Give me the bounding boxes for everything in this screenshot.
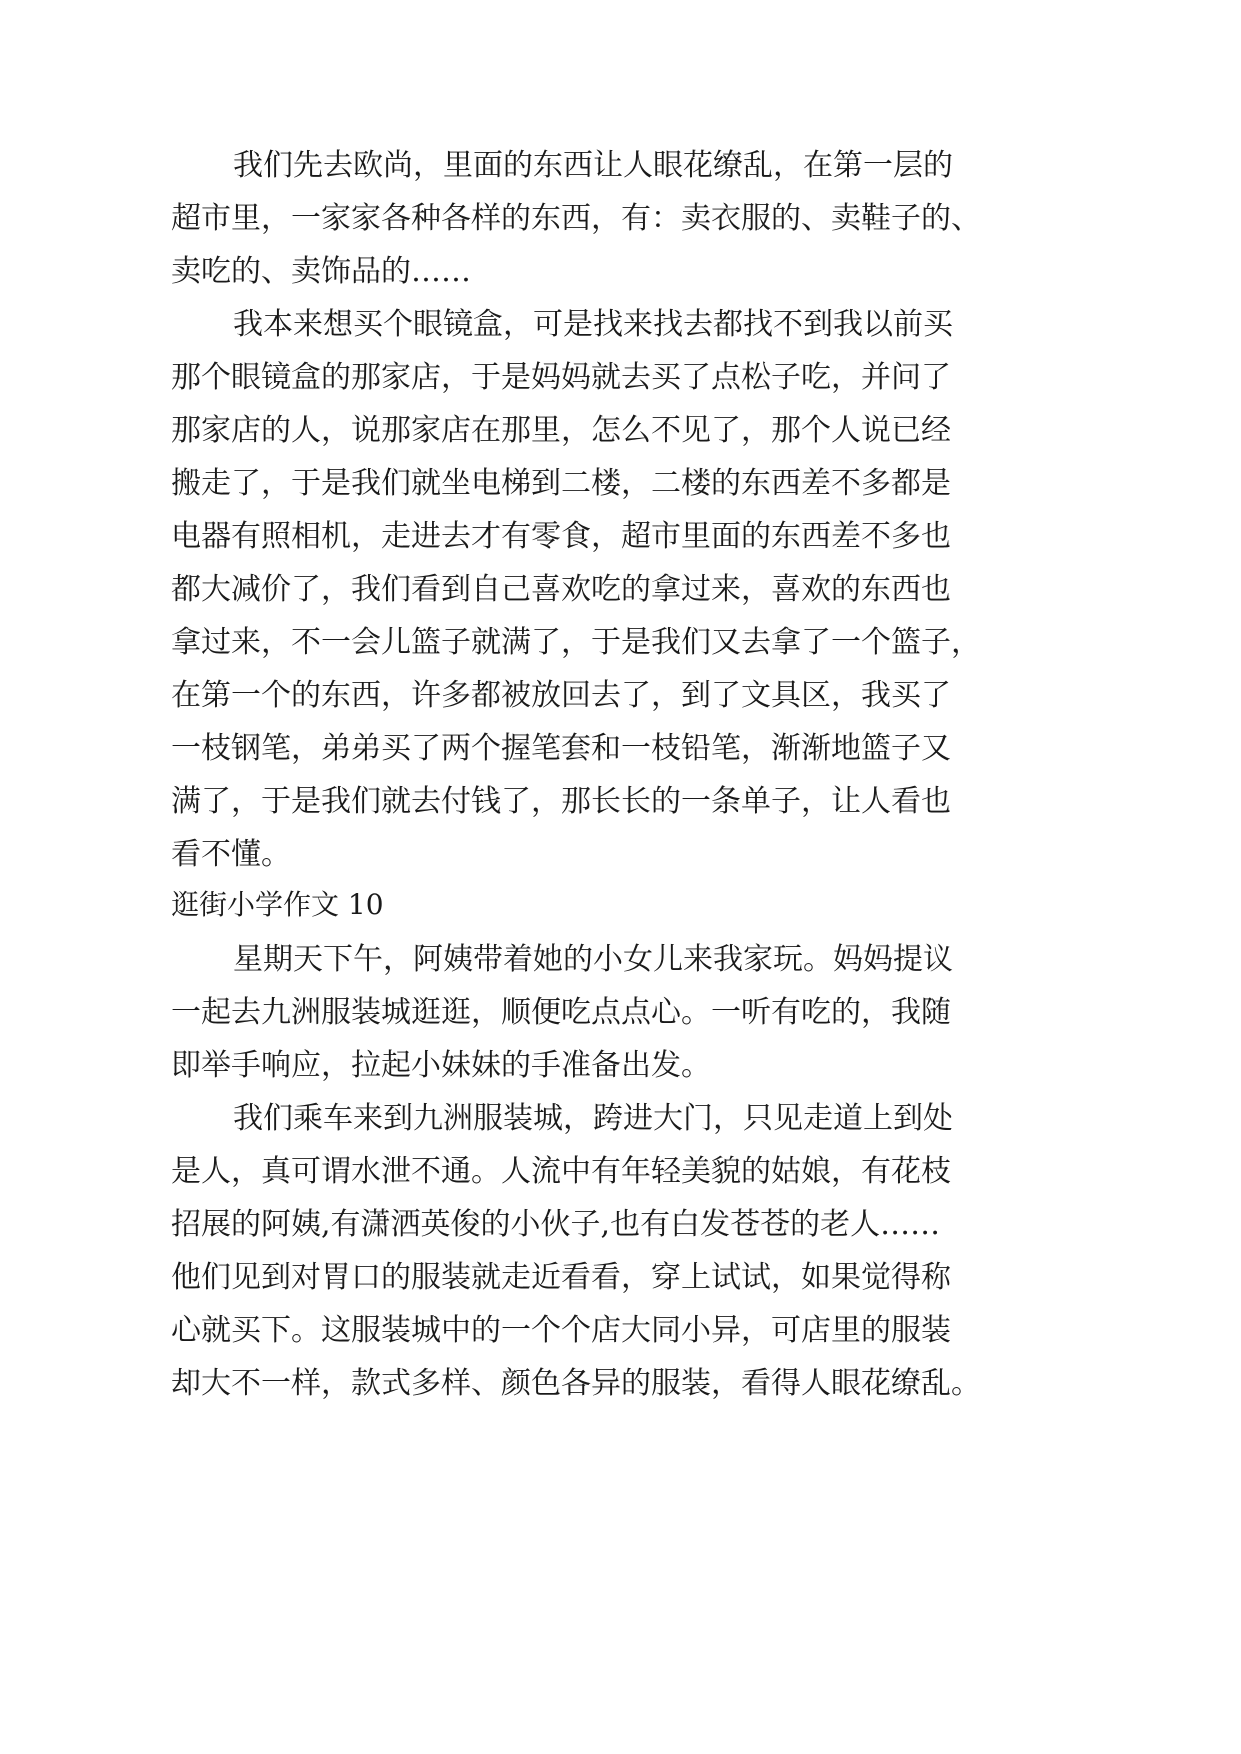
paragraph-line: 超市里，一家家各种各样的东西，有：卖衣服的、卖鞋子的、 [171,201,981,236]
paragraph-line: 即举手响应，拉起小妹妹的手准备出发。 [171,1048,711,1083]
paragraph-line: 星期天下午，阿姨带着她的小女儿来我家玩。妈妈提议 [233,942,953,977]
paragraph-line: 满了，于是我们就去付钱了，那长长的一条单子，让人看也 [171,784,951,819]
paragraph-line: 那家店的人，说那家店在那里，怎么不见了，那个人说已经 [171,413,951,448]
paragraph-line: 我本来想买个眼镜盒，可是找来找去都找不到我以前买 [233,307,953,342]
paragraph-line: 那个眼镜盒的那家店，于是妈妈就去买了点松子吃，并问了 [171,360,951,395]
paragraph-line: 拿过来，不一会儿篮子就满了，于是我们又去拿了一个篮子， [171,625,981,660]
paragraph-line: 电器有照相机，走进去才有零食，超市里面的东西差不多也 [171,519,951,554]
paragraph-line: 在第一个的东西，许多都被放回去了，到了文具区，我买了 [171,678,951,713]
paragraph-line: 都大减价了，我们看到自己喜欢吃的拿过来，喜欢的东西也 [171,572,951,607]
paragraph-line: 一起去九洲服装城逛逛，顺便吃点点心。一听有吃的，我随 [171,995,951,1030]
paragraph-line: 搬走了，于是我们就坐电梯到二楼，二楼的东西差不多都是 [171,466,951,501]
paragraph-line: 招展的阿姨,有潇洒英俊的小伙子,也有白发苍苍的老人…… [171,1207,941,1242]
paragraph-line: 看不懂。 [171,837,291,872]
paragraph-line: 心就买下。这服装城中的一个个店大同小异，可店里的服装 [171,1313,951,1348]
paragraph-line: 却大不一样，款式多样、颜色各异的服装，看得人眼花缭乱。 [171,1366,981,1401]
paragraph-line: 一枝钢笔，弟弟买了两个握笔套和一枝铅笔，渐渐地篮子又 [171,731,951,766]
paragraph-line: 卖吃的、卖饰品的…… [171,254,471,289]
paragraph-line: 我们先去欧尚，里面的东西让人眼花缭乱，在第一层的 [233,148,953,183]
paragraph-line: 是人，真可谓水泄不通。人流中有年轻美貌的姑娘，有花枝 [171,1154,951,1189]
section-heading: 逛街小学作文 10 [171,888,384,921]
paragraph-line: 我们乘车来到九洲服装城，跨进大门，只见走道上到处 [233,1101,953,1136]
paragraph-line: 他们见到对胃口的服装就走近看看，穿上试试，如果觉得称 [171,1260,951,1295]
